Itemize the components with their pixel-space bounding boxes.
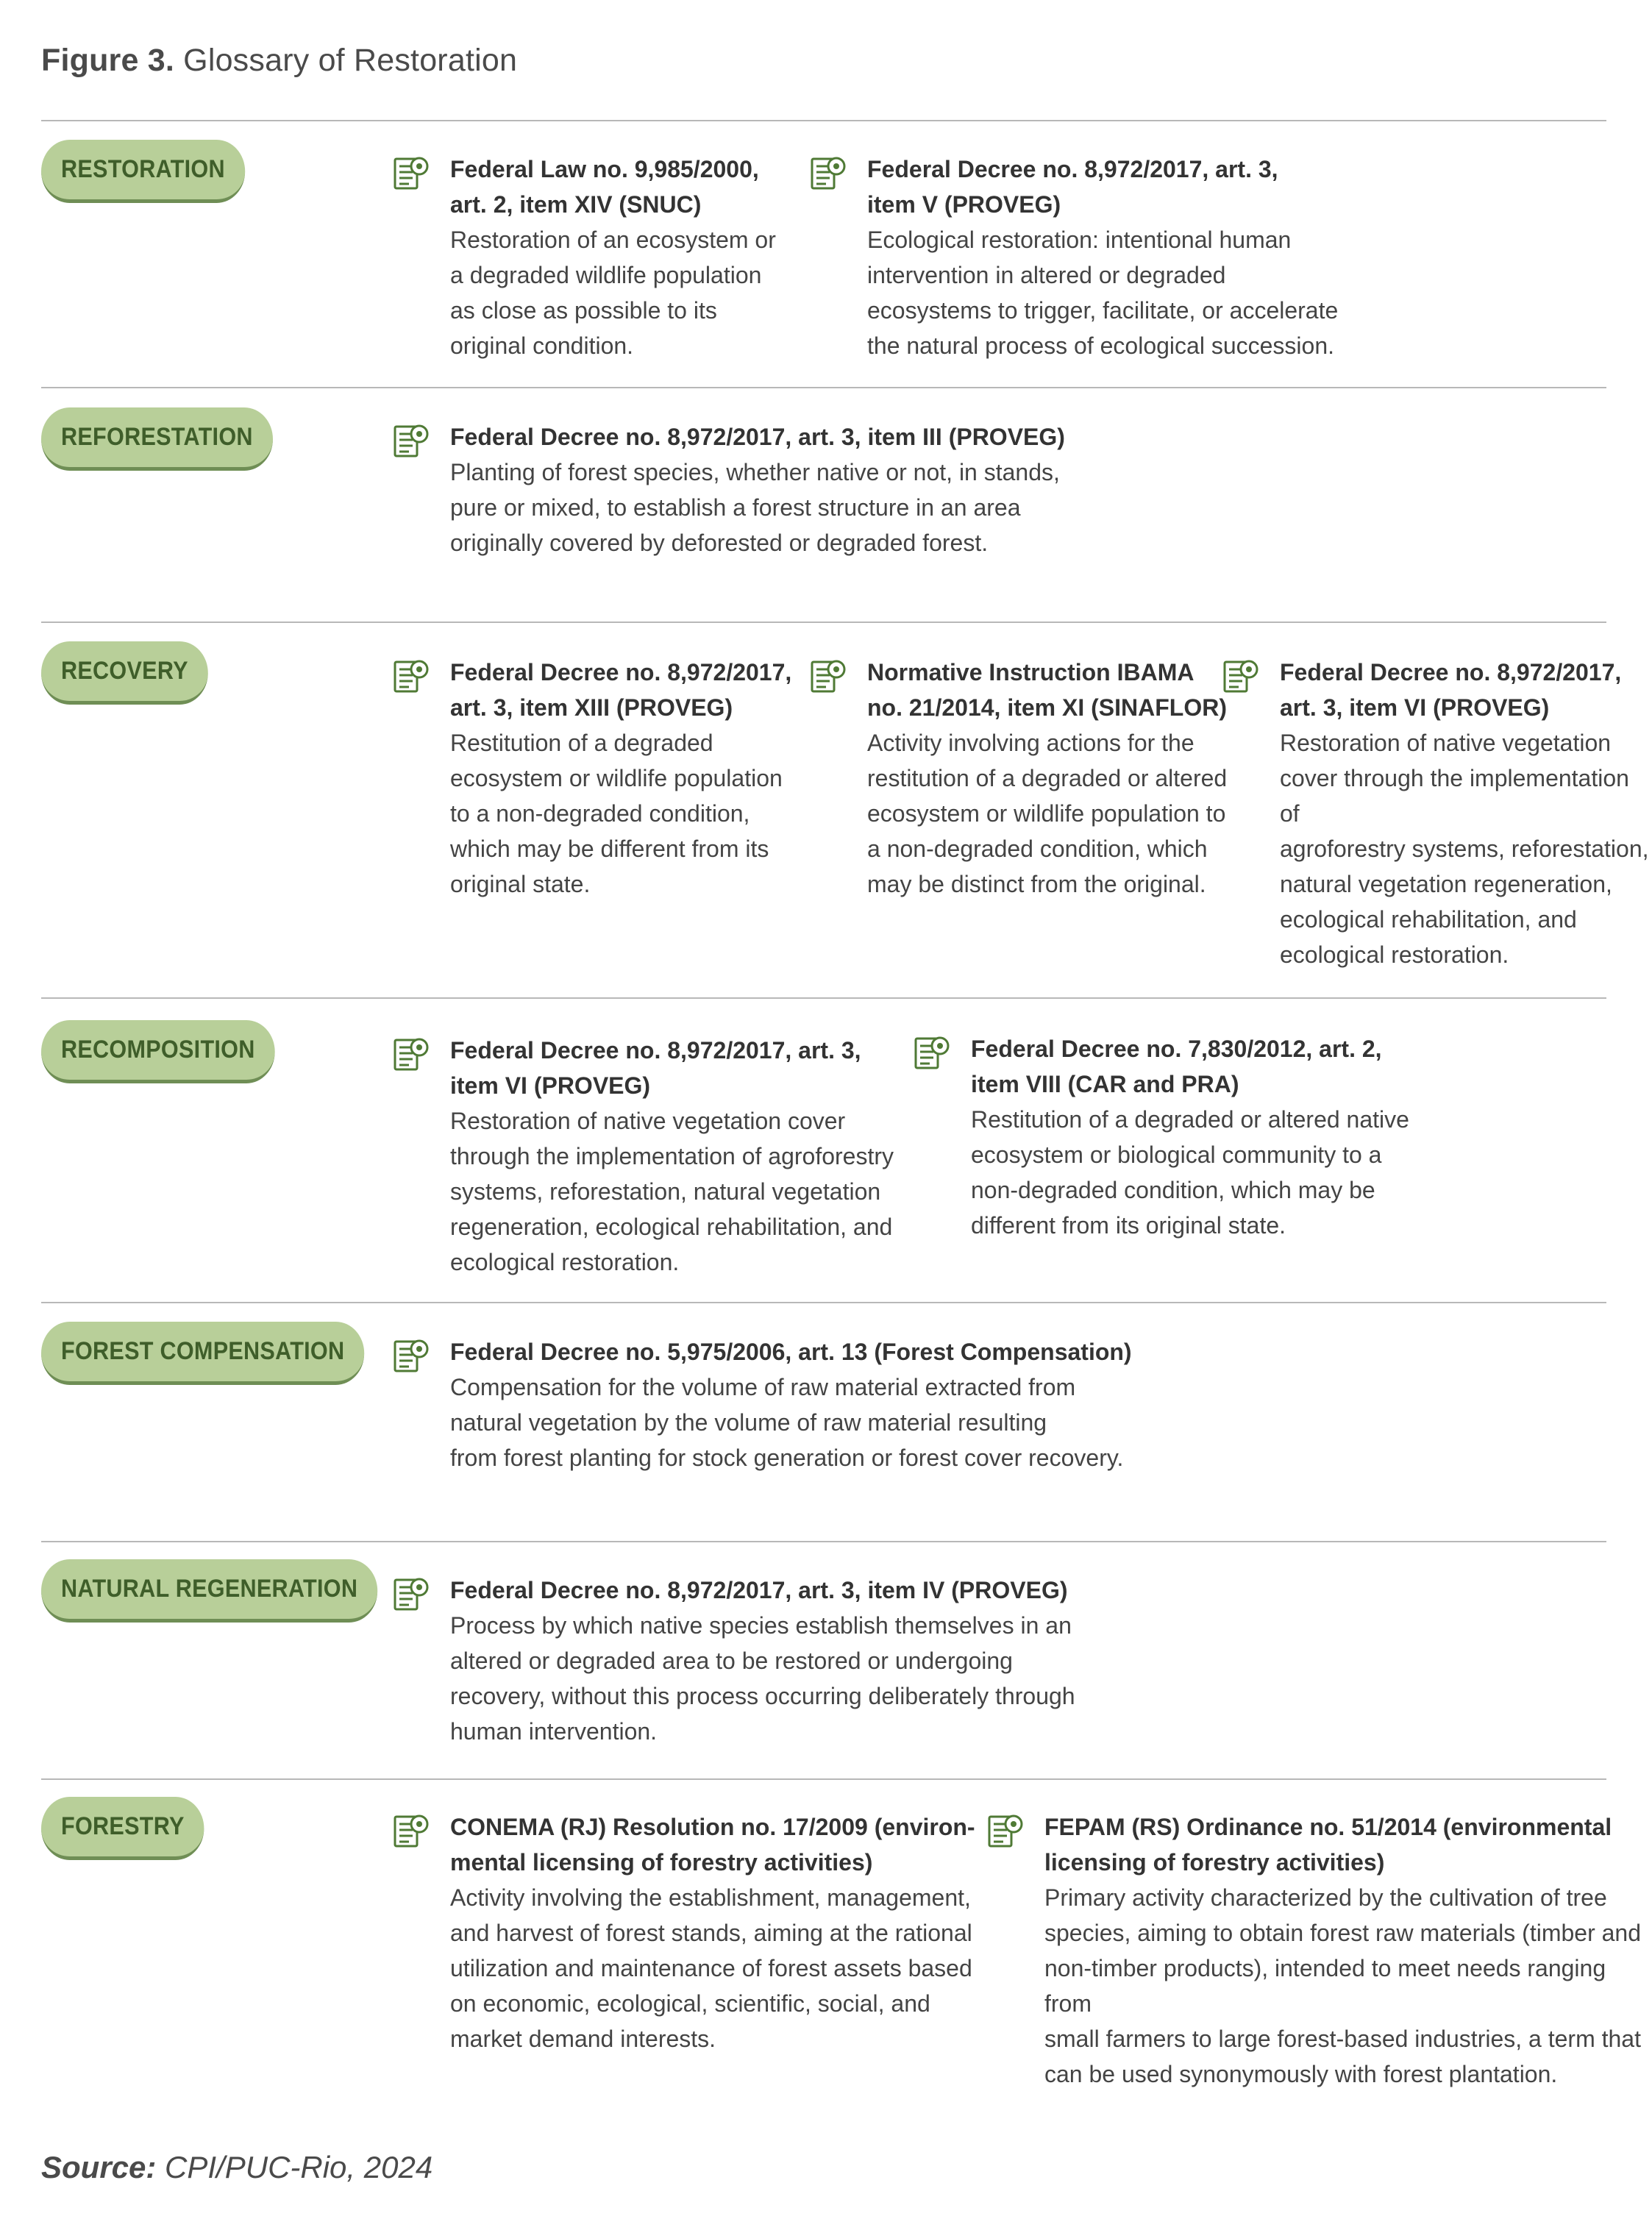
source-label: Source: — [41, 2150, 157, 2184]
definition-source: Federal Law no. 9,985/2000, art. 2, item XIV (SNUC) — [450, 156, 759, 218]
definition-text: Ecological restoration: intentional human intervention in altered or degraded ecosystems to trigger, facilitate, or accelerate the natural process of ecological succession. — [867, 227, 1339, 359]
law-document-icon — [393, 1036, 430, 1074]
source-line — [41, 2150, 432, 2185]
definition-text: Activity involving the establishment, management, and harvest of forest stands, aiming at the rational utilization and maintenance of forest assets based on economic, ecological, scientific, social, and market demand interests. — [450, 1884, 972, 2052]
definition-source: Federal Decree no. 8,972/2017, art. 3, item IV (PROVEG) — [450, 1577, 1068, 1603]
law-document-icon — [810, 154, 847, 193]
term-forest-compensation: FOREST COMPENSATION — [41, 1322, 364, 1385]
law-document-icon — [810, 658, 847, 696]
definition-entry — [450, 419, 1065, 560]
definition-source: Federal Decree no. 8,972/2017, art. 3, item VI (PROVEG) — [1280, 659, 1622, 721]
divider — [41, 1778, 1606, 1780]
definition-entry — [450, 152, 776, 363]
definition-entry — [1280, 655, 1652, 972]
definition-text: Restitution of a degraded or altered native ecosystem or biological community to a non-degraded condition, which may be different from its original state. — [971, 1106, 1409, 1239]
definition-source: Federal Decree no. 8,972/2017, art. 3, item XIII (PROVEG) — [450, 659, 792, 721]
divider — [41, 997, 1606, 999]
definition-entry — [450, 1809, 975, 2056]
law-document-icon — [987, 1812, 1024, 1851]
definition-source: Normative Instruction IBAMA no. 21/2014, item XI (SINAFLOR) — [867, 659, 1227, 721]
definition-text: Activity involving actions for the restitution of a degraded or altered ecosystem or wildlife population to a non-degraded condition, which may be distinct from the original. — [867, 730, 1228, 897]
definition-source: CONEMA (RJ) Resolution no. 17/2009 (environ- mental licensing of forestry activities) — [450, 1814, 975, 1876]
divider — [41, 1541, 1606, 1542]
term-natural-regeneration: NATURAL REGENERATION — [41, 1559, 377, 1623]
definition-entry — [450, 1572, 1075, 1749]
term-restoration: RESTORATION — [41, 140, 245, 203]
divider — [41, 1302, 1606, 1303]
divider — [41, 387, 1606, 388]
law-document-icon — [914, 1034, 950, 1072]
definition-text: Restoration of an ecosystem or a degraded wildlife population as close as possible to its original condition. — [450, 227, 776, 359]
divider — [41, 621, 1606, 623]
definition-entry — [867, 152, 1338, 363]
law-document-icon — [393, 1812, 430, 1851]
definition-source: Federal Decree no. 8,972/2017, art. 3, item VI (PROVEG) — [450, 1037, 861, 1099]
definition-source: Federal Decree no. 5,975/2006, art. 13 (Forest Compensation) — [450, 1339, 1132, 1365]
law-document-icon — [393, 422, 430, 460]
figure-title-text: Glossary of Restoration — [183, 43, 518, 78]
definition-source: Federal Decree no. 8,972/2017, art. 3, item V (PROVEG) — [867, 156, 1278, 218]
divider — [41, 120, 1606, 121]
definition-entry — [450, 655, 791, 902]
term-recovery: RECOVERY — [41, 641, 208, 705]
definition-source: Federal Decree no. 8,972/2017, art. 3, item III (PROVEG) — [450, 424, 1065, 450]
law-document-icon — [393, 1337, 430, 1375]
law-document-icon — [393, 658, 430, 696]
law-document-icon — [1222, 658, 1259, 696]
definition-entry — [450, 1334, 1132, 1475]
term-reforestation: REFORESTATION — [41, 407, 273, 471]
definition-text: Primary activity characterized by the cultivation of tree species, aiming to obtain forest raw materials (timber and non-timber products), intended to meet needs ranging from small farmers to large forest-based industries, a term that can be used synonymously with forest plantation. — [1044, 1884, 1642, 2087]
definition-text: Restoration of native vegetation cover through the implementation of agroforestry systems, reforestation, natural vegetation regeneration, ecological rehabilitation, and ecological restoration. — [1280, 730, 1649, 968]
figure-title — [41, 43, 517, 79]
law-document-icon — [393, 154, 430, 193]
definition-entry — [450, 1033, 894, 1280]
definition-text: Process by which native species establish themselves in an altered or degraded area to be restored or undergoing recovery, without this process occurring deliberately through human intervention. — [450, 1612, 1075, 1745]
figure-label: Figure 3. — [41, 43, 175, 78]
definition-entry — [971, 1031, 1409, 1243]
term-recomposition: RECOMPOSITION — [41, 1020, 275, 1083]
definition-text: Planting of forest species, whether native or not, in stands, pure or mixed, to establish a forest structure in an area originally covered by deforested or degraded forest. — [450, 459, 1060, 556]
definition-text: Compensation for the volume of raw material extracted from natural vegetation by the volume of raw material resulting from forest planting for stock generation or forest cover recovery. — [450, 1374, 1124, 1471]
definition-text: Restitution of a degraded ecosystem or wildlife population to a non-degraded condition, which may be different from its original state. — [450, 730, 783, 897]
definition-entry — [867, 655, 1227, 902]
definition-source: Federal Decree no. 7,830/2012, art. 2, item VIII (CAR and PRA) — [971, 1036, 1382, 1097]
definition-source: FEPAM (RS) Ordinance no. 51/2014 (environmental licensing of forestry activities) — [1044, 1814, 1612, 1876]
law-document-icon — [393, 1575, 430, 1614]
term-forestry: FORESTRY — [41, 1797, 204, 1860]
definition-text: Restoration of native vegetation cover through the implementation of agroforestry systems, reforestation, natural vegetation regeneration, ecological rehabilitation, and ecological restoration. — [450, 1108, 894, 1275]
source-value: CPI/PUC-Rio, 2024 — [165, 2150, 433, 2184]
definition-entry — [1044, 1809, 1652, 2092]
